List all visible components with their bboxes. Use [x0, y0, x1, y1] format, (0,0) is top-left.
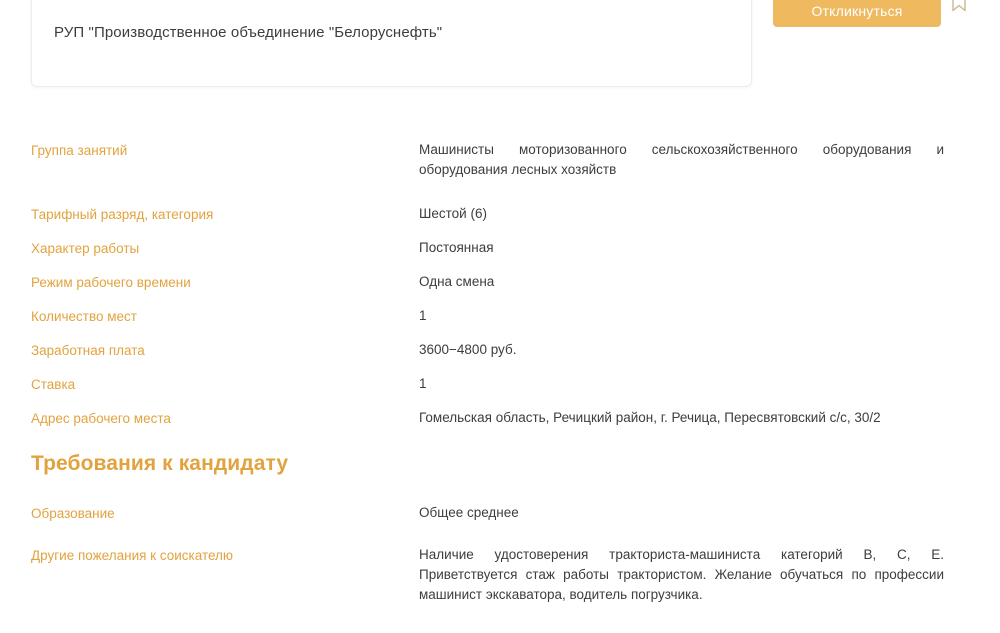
detail-value: 3600−4800 руб. — [419, 342, 517, 357]
detail-label: Другие пожелания к соискателю — [31, 548, 234, 563]
detail-value: Шестой (6) — [419, 206, 487, 221]
detail-value: Постоянная — [419, 240, 494, 255]
detail-label: Образование — [31, 506, 115, 521]
detail-row — [0, 340, 1000, 361]
apply-button[interactable]: Откликнуться — [773, 0, 941, 27]
detail-value: 1 — [419, 376, 427, 391]
detail-row — [0, 238, 1000, 259]
detail-row — [0, 503, 1000, 524]
bookmark-icon[interactable] — [951, 0, 967, 12]
detail-label: Характер работы — [31, 241, 140, 256]
detail-value: Гомельская область, Речицкий район, г. Речица, Пересвятовский с/с, 30/2 — [419, 410, 881, 425]
requirements-heading: Требования к кандидату — [31, 452, 289, 475]
detail-label: Заработная плата — [31, 343, 145, 358]
detail-label: Количество мест — [31, 309, 137, 324]
detail-row — [0, 204, 1000, 225]
detail-label: Адрес рабочего места — [31, 411, 171, 426]
detail-row — [0, 374, 1000, 395]
detail-label: Ставка — [31, 377, 76, 392]
detail-value: Наличие удостоверения тракториста-машиниста категорий B, C, E. Приветствуется стаж работы трактористом. Желание обучаться по профессии машинист экскаватора, водитель погрузчика. — [419, 547, 944, 602]
detail-row — [0, 272, 1000, 293]
requirements-list — [0, 503, 1000, 617]
detail-label: Тарифный разряд, категория — [31, 207, 214, 222]
detail-label: Группа занятий — [31, 143, 128, 158]
detail-label: Режим рабочего времени — [31, 275, 191, 290]
detail-row — [0, 408, 1000, 429]
detail-value: 1 — [419, 308, 427, 323]
detail-value: Машинисты моторизованного сельскохозяйственного оборудования и оборудования лесных хозяйств — [419, 142, 944, 177]
detail-row — [0, 306, 1000, 327]
vacancy-details-list — [0, 140, 1000, 441]
employer-name: РУП "Производственное объединение "Белоруснефть" — [54, 24, 443, 41]
detail-value: Одна смена — [419, 274, 495, 289]
detail-row — [0, 140, 1000, 180]
employer-card — [31, 0, 752, 87]
detail-row — [0, 545, 1000, 605]
detail-value: Общее среднее — [419, 505, 519, 520]
